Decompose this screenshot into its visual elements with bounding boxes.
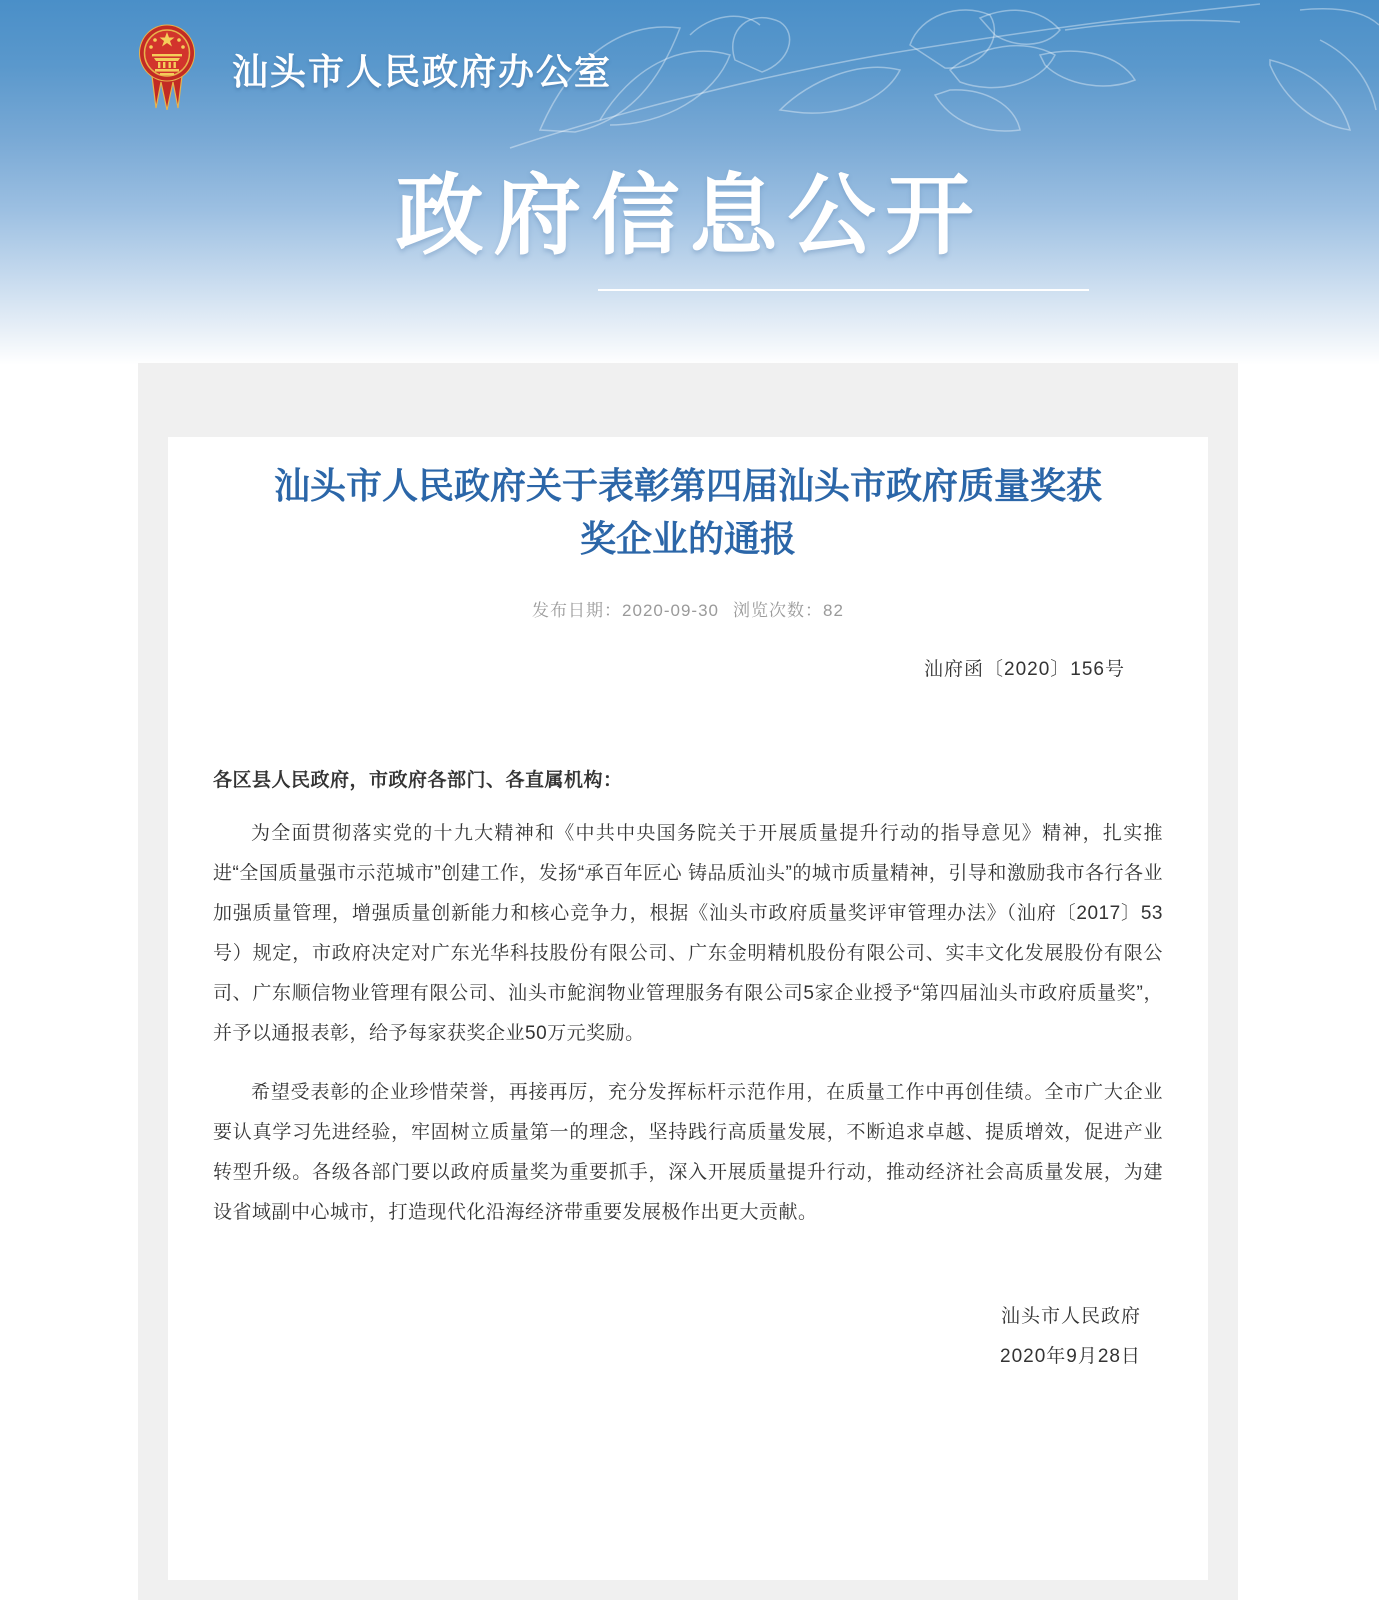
publish-date-value: 2020-09-30 <box>622 601 720 620</box>
signature-date: 2020年9月28日 <box>1000 1346 1141 1367</box>
body-paragraph: 希望受表彰的企业珍惜荣誉，再接再厉，充分发挥标杆示范作用，在质量工作中再创佳绩。全市广大企业要认真学习先进经验，牢固树立质量第一的理念，坚持践行高质量发展，不断追求卓越、提质增效，促进产业转型升级。各级各部门要以政府质量奖为重要抓手，深入开展质量提升行动，推动经济社会高质量发展，为建设省域副中心城市，打造现代化沿海经济带重要发展极作出更大贡献。 <box>213 1082 1163 1223</box>
flower-decoration-icon <box>480 0 1379 150</box>
salutation: 各区县人民政府，市政府各部门、各直属机构： <box>213 770 623 791</box>
document-card <box>168 437 1208 1580</box>
page-title: 政府信息公开 <box>395 166 984 265</box>
signature-name: 汕头市人民政府 <box>1000 1306 1141 1327</box>
views-value: 82 <box>823 601 844 620</box>
national-emblem-icon <box>138 24 196 110</box>
body-paragraph: 为全面贯彻落实党的十九大精神和《中共中央国务院关于开展质量提升行动的指导意见》精神，扎实推进“全国质量强市示范城市”创建工作，发扬“承百年匠心 铸品质汕头”的城市质量精神，引导和激励我市各行各业加强质量管理，增强质量创新能力和核心竞争力，根据《汕头市政府质量奖评审管理办法》（汕府〔2017〕53号）规定，市政府决定对广东光华科技股份有限公司、广东金明精机股份有限公司、实丰文化发展股份有限公司、广东顺信物业管理有限公司、汕头市鮀润物业管理服务有限公司5家企业授予“第四届汕头市政府质量奖”，并予以通报表彰，给予每家获奖企业50万元奖励。 <box>213 823 1163 1044</box>
document-number: 汕府函〔2020〕156号 <box>924 659 1125 680</box>
banner <box>0 0 1379 365</box>
document-meta <box>213 596 1163 621</box>
office-name: 汕头市人民政府办公室 <box>232 51 613 92</box>
views-label: 浏览次数： <box>733 601 824 620</box>
signature-block <box>213 1297 1163 1377</box>
title-underline <box>598 289 1089 291</box>
content-panel <box>138 363 1238 1600</box>
document-title: 汕头市人民政府关于表彰第四届汕头市政府质量奖获奖企业的通报 <box>273 465 1102 559</box>
publish-date-label: 发布日期： <box>532 601 623 620</box>
